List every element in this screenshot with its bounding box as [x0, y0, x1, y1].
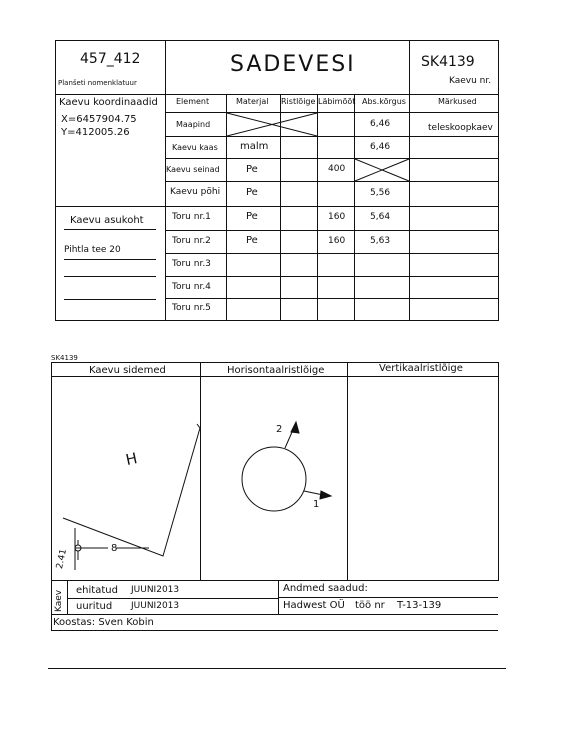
- col-header-material: Materjal: [236, 97, 269, 106]
- pipe-1-label: 1: [313, 499, 320, 510]
- data-from-value: Hadwest OÜ: [283, 600, 345, 611]
- coordinates-label: Kaevu koordinaadid: [59, 97, 158, 108]
- row-material: Pe: [246, 187, 258, 198]
- work-number-value: T-13-139: [397, 600, 442, 611]
- row-material: Pe: [246, 211, 258, 222]
- well-number-label: Kaevu nr.: [449, 76, 492, 86]
- sketch-col2-title: Horisontaalristlõige: [227, 365, 325, 376]
- row-diameter: 160: [328, 236, 346, 246]
- col-header-cross: Ristlõige: [281, 97, 316, 106]
- nomenclature-value: 457_412: [80, 51, 141, 67]
- coordinate-y: Y=412005.26: [61, 127, 130, 138]
- sketch-col3-title: Vertikaalristlõige: [379, 363, 463, 374]
- row-element: Toru nr.4: [172, 282, 211, 292]
- built-label: ehitatud: [76, 585, 118, 596]
- col-header-element: Element: [176, 97, 210, 106]
- col-header-diameter: Läbimõõt: [318, 97, 356, 106]
- row-abs: 6,46: [370, 119, 391, 129]
- coordinate-x: X=6457904.75: [61, 114, 137, 125]
- row-element: Kaevu seinad: [166, 165, 220, 174]
- row-diameter: 400: [328, 164, 346, 174]
- row-material: Pe: [246, 235, 258, 246]
- row-abs: 5,64: [370, 212, 391, 222]
- nomenclature-label: Planšeti nomenklatuur: [58, 79, 137, 87]
- row-element: Toru nr.1: [172, 212, 211, 222]
- well-circle: [242, 447, 306, 511]
- row-element: Kaevu kaas: [172, 143, 218, 152]
- row-element: Kaevu põhi: [170, 187, 221, 197]
- row-notes: teleskoopkaev: [428, 123, 493, 133]
- col-header-abs: Abs.kõrgus: [362, 97, 406, 106]
- pipe-2-arrow: [291, 422, 299, 433]
- pipe-1-arrow: [320, 491, 331, 499]
- row-abs: 5,56: [370, 188, 391, 198]
- row-material: Pe: [246, 164, 258, 175]
- row-element: Toru nr.3: [172, 259, 211, 269]
- location-label: Kaevu asukoht: [70, 215, 144, 226]
- row-element: Toru nr.2: [172, 236, 211, 246]
- row-diameter: 160: [328, 212, 346, 222]
- sketch-code: SK4139: [51, 354, 78, 362]
- sketch-col1-title: Kaevu sidemed: [89, 365, 166, 376]
- surveyed-label: uuritud: [76, 601, 113, 612]
- pipe-2-label: 2: [276, 424, 283, 435]
- row-abs: 5,63: [370, 236, 391, 246]
- row-element: Toru nr.5: [172, 303, 211, 313]
- row-element: Maapind: [176, 120, 211, 129]
- well-number: SK4139: [421, 54, 475, 70]
- col-header-notes: Märkused: [438, 97, 477, 106]
- row-material: malm: [240, 141, 269, 152]
- building-outline: [63, 424, 200, 556]
- footer-side-label: Kaev: [54, 589, 64, 612]
- built-value: JUUNI2013: [131, 585, 180, 595]
- row-abs: 6,46: [370, 142, 391, 152]
- house-label: H: [124, 449, 139, 469]
- compiled-by: Koostas: Sven Kobin: [53, 617, 154, 628]
- data-from-label: Andmed saadud:: [283, 583, 368, 594]
- surveyed-value: JUUNI2013: [131, 601, 180, 611]
- work-number-label: töö nr: [355, 600, 385, 611]
- dimension-241: 2.41: [55, 548, 69, 570]
- page-title: SADEVESI: [230, 52, 356, 77]
- dimension-8: 8: [111, 543, 118, 554]
- location-address: Pihtla tee 20: [64, 245, 121, 255]
